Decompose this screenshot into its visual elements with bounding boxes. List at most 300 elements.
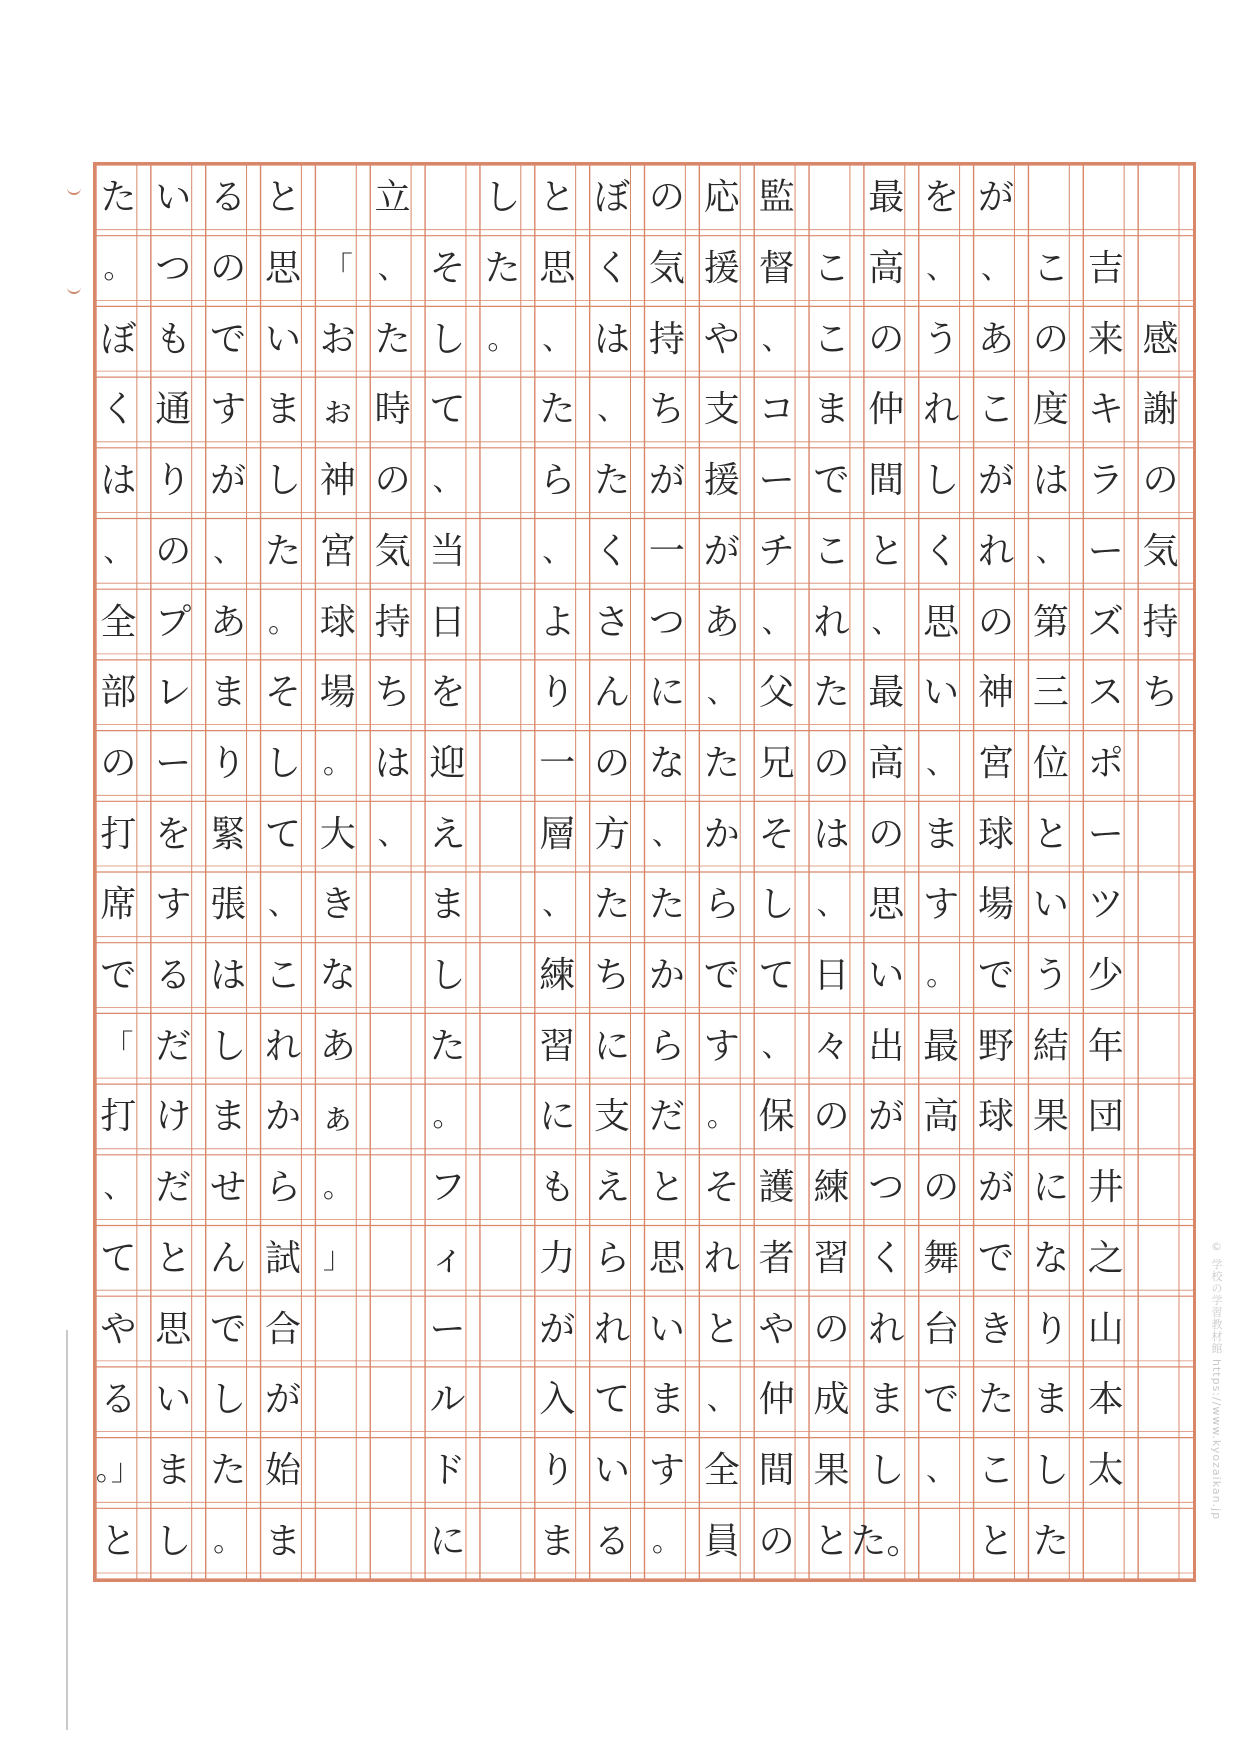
manuscript-char: 成 xyxy=(813,1379,850,1421)
manuscript-char: 気 xyxy=(1142,530,1179,572)
manuscript-char: 日 xyxy=(429,601,466,643)
binding-hole-mark-top xyxy=(67,183,81,195)
manuscript-char: コ xyxy=(758,389,795,431)
manuscript-char: れ xyxy=(923,389,960,431)
manuscript-char: 。 xyxy=(651,1523,682,1559)
manuscript-char: フ xyxy=(429,1167,466,1209)
manuscript-char: 神 xyxy=(319,460,356,502)
manuscript-char: 。 xyxy=(322,745,353,781)
manuscript-char: 高 xyxy=(868,742,905,784)
manuscript-char: の xyxy=(758,1520,795,1562)
manuscript-char: で xyxy=(923,1379,960,1421)
manuscript-char: と xyxy=(978,1520,1015,1562)
manuscript-char: の xyxy=(648,177,685,219)
manuscript-char: と xyxy=(648,1167,685,1209)
manuscript-char: 支 xyxy=(703,389,740,431)
manuscript-char: 思 xyxy=(539,248,576,290)
manuscript-char: 、 xyxy=(651,816,682,852)
manuscript-char: つ xyxy=(155,248,192,290)
manuscript-char: り xyxy=(155,460,192,502)
manuscript-char: 度 xyxy=(1032,389,1069,431)
manuscript-char: ら xyxy=(594,1237,631,1279)
manuscript-char: 習 xyxy=(813,1237,850,1279)
manuscript-char: を xyxy=(155,813,192,855)
manuscript-char: で xyxy=(813,460,850,502)
manuscript-char: が xyxy=(539,1308,576,1350)
manuscript-char: り xyxy=(210,742,247,784)
manuscript-char: え xyxy=(429,813,466,855)
manuscript-char: ん xyxy=(594,672,631,714)
manuscript-char: れ xyxy=(978,530,1015,572)
manuscript-char: 台 xyxy=(923,1308,960,1350)
manuscript-char: ぼ xyxy=(594,177,631,219)
manuscript-char: た xyxy=(594,884,631,926)
manuscript-char: 、 xyxy=(213,533,244,569)
manuscript-char: 、 xyxy=(103,533,134,569)
manuscript-char: 、 xyxy=(377,251,408,287)
manuscript-char: る xyxy=(594,1520,631,1562)
manuscript-char: 立 xyxy=(374,177,411,219)
manuscript-char: し xyxy=(758,884,795,926)
manuscript-char: 来 xyxy=(1087,318,1124,360)
manuscript-char: 感 xyxy=(1142,318,1179,360)
manuscript-char: 一 xyxy=(539,742,576,784)
copyright-credit: © 学校の学習教材館 https://www.kyozaikan.jp xyxy=(1210,1240,1223,1521)
manuscript-char: 思 xyxy=(923,601,960,643)
manuscript-char: 、 xyxy=(597,392,628,428)
margin-line xyxy=(66,1330,78,1730)
manuscript-char: 、 xyxy=(761,604,792,640)
manuscript-char: ル xyxy=(429,1379,466,1421)
manuscript-char: た xyxy=(813,672,850,714)
manuscript-char: の xyxy=(1032,318,1069,360)
manuscript-char: で xyxy=(703,955,740,997)
manuscript-char: い xyxy=(923,672,960,714)
manuscript-char: で xyxy=(210,1308,247,1350)
manuscript-char: せ xyxy=(210,1167,247,1209)
manuscript-char: い xyxy=(868,955,905,997)
manuscript-char: 日 xyxy=(813,955,850,997)
manuscript-char: は xyxy=(210,955,247,997)
manuscript-char: 最 xyxy=(868,177,905,219)
manuscript-char: て xyxy=(100,1237,137,1279)
manuscript-char: 、 xyxy=(926,745,957,781)
manuscript-char: し xyxy=(868,1449,905,1491)
manuscript-char: れ xyxy=(703,1237,740,1279)
manuscript-char: 最 xyxy=(868,672,905,714)
manuscript-char: で xyxy=(210,318,247,360)
manuscript-char: が xyxy=(868,1096,905,1138)
manuscript-char: ま xyxy=(264,1520,301,1562)
manuscript-char: 緊 xyxy=(210,813,247,855)
manuscript-char: 員 xyxy=(703,1520,740,1562)
manuscript-char: か xyxy=(264,1096,301,1138)
manuscript-char: 位 xyxy=(1032,742,1069,784)
manuscript-char: 、 xyxy=(1035,533,1066,569)
manuscript-char: る xyxy=(210,177,247,219)
binding-hole-mark-bottom xyxy=(67,282,81,294)
manuscript-char: の xyxy=(594,742,631,784)
manuscript-char: プ xyxy=(155,601,192,643)
manuscript-char: 、 xyxy=(542,887,573,923)
manuscript-char: あ xyxy=(319,1025,356,1067)
manuscript-char: て xyxy=(264,813,301,855)
manuscript-char: し xyxy=(429,318,466,360)
manuscript-char: 吉 xyxy=(1087,248,1124,290)
manuscript-char: 練 xyxy=(539,955,576,997)
manuscript-char: い xyxy=(1032,884,1069,926)
manuscript-char: 太 xyxy=(1087,1449,1124,1491)
manuscript-char: の xyxy=(868,318,905,360)
manuscript-char: ー xyxy=(1087,530,1124,572)
manuscript-char: よ xyxy=(539,601,576,643)
manuscript-char: ド xyxy=(429,1449,466,1491)
manuscript-char: し xyxy=(210,1379,247,1421)
manuscript-char: 。 xyxy=(487,321,518,357)
manuscript-char: ー xyxy=(155,742,192,784)
manuscript-char: 。 xyxy=(322,1170,353,1206)
manuscript-char: 思 xyxy=(648,1237,685,1279)
manuscript-char: 持 xyxy=(648,318,685,360)
manuscript-char: し xyxy=(923,460,960,502)
manuscript-char: る xyxy=(155,955,192,997)
manuscript-char: 者 xyxy=(758,1237,795,1279)
manuscript-char: 、 xyxy=(926,251,957,287)
manuscript-char: な xyxy=(319,955,356,997)
manuscript-char: 、 xyxy=(542,321,573,357)
manuscript-char: つ xyxy=(648,601,685,643)
manuscript-char: や xyxy=(100,1308,137,1350)
manuscript-char: い xyxy=(594,1449,631,1491)
manuscript-char: ち xyxy=(1142,672,1179,714)
manuscript-char: 、 xyxy=(761,1028,792,1064)
manuscript-char: 、 xyxy=(432,463,463,499)
manuscript-char: そ xyxy=(429,248,466,290)
manuscript-char: た xyxy=(648,884,685,926)
manuscript-char: 方 xyxy=(594,813,631,855)
manuscript-char: の xyxy=(1142,460,1179,502)
manuscript-char: 球 xyxy=(978,813,1015,855)
manuscript-char: だ xyxy=(155,1025,192,1067)
manuscript-char: れ xyxy=(868,1308,905,1350)
manuscript-char: さ xyxy=(594,601,631,643)
manuscript-char: ま xyxy=(648,1379,685,1421)
manuscript-char: 之 xyxy=(1087,1237,1124,1279)
manuscript-char: 気 xyxy=(648,248,685,290)
manuscript-char: こ xyxy=(978,1449,1015,1491)
manuscript-char: 当 xyxy=(429,530,466,572)
manuscript-char: 、 xyxy=(816,887,847,923)
manuscript-char: つ xyxy=(868,1167,905,1209)
manuscript-char: し xyxy=(264,742,301,784)
manuscript-char: は xyxy=(594,318,631,360)
manuscript-char: ぁ xyxy=(319,1096,356,1138)
manuscript-char: こ xyxy=(1032,248,1069,290)
manuscript-char: が xyxy=(978,1167,1015,1209)
manuscript-char: で xyxy=(978,1237,1015,1279)
manuscript-char: 、 xyxy=(761,321,792,357)
manuscript-char: あ xyxy=(978,318,1015,360)
manuscript-char: ま xyxy=(210,672,247,714)
manuscript-char: な xyxy=(1032,1237,1069,1279)
manuscript-char: 「 xyxy=(322,251,353,287)
manuscript-char: う xyxy=(1032,955,1069,997)
manuscript-char: 高 xyxy=(923,1096,960,1138)
manuscript-char: き xyxy=(978,1308,1015,1350)
manuscript-char: 、 xyxy=(542,533,573,569)
manuscript-char: た xyxy=(374,318,411,360)
manuscript-char: 気 xyxy=(374,530,411,572)
manuscript-char: ー xyxy=(1087,813,1124,855)
manuscript-char: の xyxy=(923,1167,960,1209)
manuscript-char: が xyxy=(264,1379,301,1421)
manuscript-char: や xyxy=(703,318,740,360)
manuscript-char: 果 xyxy=(813,1449,850,1491)
manuscript-char: 応 xyxy=(703,177,740,219)
manuscript-char: 山 xyxy=(1087,1308,1124,1350)
manuscript-char: 習 xyxy=(539,1025,576,1067)
manuscript-char: 合 xyxy=(264,1308,301,1350)
manuscript-char: で xyxy=(978,955,1015,997)
manuscript-char: し xyxy=(210,1025,247,1067)
manuscript-char: 時 xyxy=(374,389,411,431)
manuscript-char: 々 xyxy=(813,1025,850,1067)
manuscript-char: も xyxy=(539,1167,576,1209)
manuscript-char: 野 xyxy=(978,1025,1015,1067)
manuscript-char: す xyxy=(155,884,192,926)
manuscript-char: 」 xyxy=(322,1240,353,1276)
manuscript-char: 持 xyxy=(1142,601,1179,643)
manuscript-char: 練 xyxy=(813,1167,850,1209)
manuscript-char: 本 xyxy=(1087,1379,1124,1421)
manuscript-char: 。 xyxy=(103,251,134,287)
manuscript-char: 井 xyxy=(1087,1167,1124,1209)
manuscript-char: 、 xyxy=(706,675,737,711)
manuscript-char: 監 xyxy=(758,177,795,219)
manuscript-char: ま xyxy=(210,1096,247,1138)
manuscript-char: 力 xyxy=(539,1237,576,1279)
manuscript-char: レ xyxy=(155,672,192,714)
manuscript-char: 層 xyxy=(539,813,576,855)
manuscript-char: ん xyxy=(210,1237,247,1279)
manuscript-char: 。 xyxy=(432,1099,463,1135)
manuscript-char: 思 xyxy=(155,1308,192,1350)
manuscript-char: し xyxy=(1032,1449,1069,1491)
manuscript-char: 仲 xyxy=(758,1379,795,1421)
manuscript-char: 全 xyxy=(100,601,137,643)
manuscript-char: ら xyxy=(264,1167,301,1209)
manuscript-char: 打 xyxy=(100,1096,137,1138)
manuscript-char: て xyxy=(594,1379,631,1421)
manuscript-char: 、 xyxy=(871,604,902,640)
manuscript-char: が xyxy=(648,460,685,502)
manuscript-char: ー xyxy=(429,1308,466,1350)
manuscript-char: い xyxy=(648,1308,685,1350)
manuscript-char: 護 xyxy=(758,1167,795,1209)
manuscript-char: く xyxy=(868,1237,905,1279)
manuscript-char: 支 xyxy=(594,1096,631,1138)
manuscript-char: と xyxy=(100,1520,137,1562)
manuscript-char: 、 xyxy=(926,1452,957,1488)
manuscript-char: ス xyxy=(1087,672,1124,714)
manuscript-char: 神 xyxy=(978,672,1015,714)
manuscript-char: て xyxy=(758,955,795,997)
manuscript-char: 、 xyxy=(981,251,1012,287)
manuscript-char: で xyxy=(100,955,137,997)
manuscript-char: 兄 xyxy=(758,742,795,784)
manuscript-char: そ xyxy=(758,813,795,855)
manuscript-char: ま xyxy=(539,1520,576,1562)
manuscript-char: 父 xyxy=(758,672,795,714)
manuscript-char: き xyxy=(319,884,356,926)
manuscript-char: と xyxy=(539,177,576,219)
manuscript-char: の xyxy=(813,1308,850,1350)
manuscript-char: あ xyxy=(210,601,247,643)
manuscript-char: 。」 xyxy=(95,1452,141,1488)
manuscript-char: 場 xyxy=(319,672,356,714)
manuscript-char: 迎 xyxy=(429,742,466,784)
manuscript-char: ポ xyxy=(1087,742,1124,784)
manuscript-char: 団 xyxy=(1087,1096,1124,1138)
genkou-yoshi-sheet xyxy=(93,162,1196,1582)
manuscript-char: の xyxy=(155,530,192,572)
manuscript-char: そ xyxy=(264,672,301,714)
manuscript-char: 。 xyxy=(267,604,298,640)
manuscript-char: り xyxy=(539,1449,576,1491)
manuscript-char: 果 xyxy=(1032,1096,1069,1138)
manuscript-char: と xyxy=(703,1308,740,1350)
manuscript-char: 一 xyxy=(648,530,685,572)
manuscript-char: こ xyxy=(813,318,850,360)
manuscript-char: い xyxy=(155,1379,192,1421)
manuscript-char: 、 xyxy=(706,1382,737,1418)
manuscript-char: と xyxy=(1032,813,1069,855)
manuscript-char: 大 xyxy=(319,813,356,855)
manuscript-char: た xyxy=(484,248,521,290)
manuscript-char: 始 xyxy=(264,1449,301,1491)
manuscript-char: た xyxy=(978,1379,1015,1421)
manuscript-char: ち xyxy=(594,955,631,997)
manuscript-char: や xyxy=(758,1308,795,1350)
manuscript-char: た xyxy=(210,1449,247,1491)
manuscript-char: 三 xyxy=(1032,672,1069,714)
manuscript-char: ズ xyxy=(1087,601,1124,643)
manuscript-char: に xyxy=(594,1025,631,1067)
manuscript-char: 保 xyxy=(758,1096,795,1138)
manuscript-char: ま xyxy=(264,389,301,431)
manuscript-char: ち xyxy=(374,672,411,714)
manuscript-char: 通 xyxy=(155,389,192,431)
manuscript-char: に xyxy=(648,672,685,714)
manuscript-char: の xyxy=(374,460,411,502)
manuscript-char: ラ xyxy=(1087,460,1124,502)
manuscript-char: 援 xyxy=(703,460,740,502)
manuscript-char: チ xyxy=(758,530,795,572)
manuscript-char: と xyxy=(868,530,905,572)
manuscript-char: 試 xyxy=(264,1237,301,1279)
manuscript-char: ー xyxy=(758,460,795,502)
manuscript-char: こ xyxy=(978,389,1015,431)
manuscript-char: 間 xyxy=(868,460,905,502)
manuscript-char: り xyxy=(1032,1308,1069,1350)
manuscript-char: れ xyxy=(813,601,850,643)
manuscript-char: く xyxy=(100,389,137,431)
manuscript-char: と xyxy=(813,1520,850,1562)
manuscript-char: ぉ xyxy=(319,389,356,431)
manuscript-char: 全 xyxy=(703,1449,740,1491)
manuscript-char: の xyxy=(813,742,850,784)
manuscript-char: 舞 xyxy=(923,1237,960,1279)
manuscript-char: 間 xyxy=(758,1449,795,1491)
manuscript-char: す xyxy=(923,884,960,926)
manuscript-char: し xyxy=(155,1520,192,1562)
manuscript-char: し xyxy=(429,955,466,997)
manuscript-char: 宮 xyxy=(978,742,1015,784)
manuscript-char: ち xyxy=(648,389,685,431)
manuscript-char: 。 xyxy=(706,1099,737,1135)
manuscript-char: は xyxy=(100,460,137,502)
manuscript-char: だ xyxy=(155,1167,192,1209)
manuscript-char: す xyxy=(210,389,247,431)
manuscript-char: え xyxy=(594,1167,631,1209)
manuscript-char: と xyxy=(155,1237,192,1279)
manuscript-char: く xyxy=(923,530,960,572)
manuscript-char: 部 xyxy=(100,672,137,714)
manuscript-char: 督 xyxy=(758,248,795,290)
manuscript-char: 第 xyxy=(1032,601,1069,643)
manuscript-char: に xyxy=(539,1096,576,1138)
manuscript-char: た xyxy=(429,1025,466,1067)
manuscript-char: ら xyxy=(703,884,740,926)
manuscript-char: そ xyxy=(703,1167,740,1209)
manuscript-char: け xyxy=(155,1096,192,1138)
manuscript-char: の xyxy=(210,248,247,290)
manuscript-char: た xyxy=(594,460,631,502)
manuscript-char: が xyxy=(978,460,1015,502)
manuscript-char: の xyxy=(978,601,1015,643)
manuscript-char: 思 xyxy=(868,884,905,926)
manuscript-char: 打 xyxy=(100,813,137,855)
manuscript-char: を xyxy=(923,177,960,219)
manuscript-char: こ xyxy=(264,955,301,997)
manuscript-char: た xyxy=(1032,1520,1069,1562)
manuscript-char: ま xyxy=(1032,1379,1069,1421)
manuscript-char: て xyxy=(429,389,466,431)
manuscript-char: く xyxy=(594,248,631,290)
manuscript-char: り xyxy=(539,672,576,714)
manuscript-char: ま xyxy=(429,884,466,926)
manuscript-char: し xyxy=(484,177,521,219)
manuscript-char: 、 xyxy=(377,816,408,852)
manuscript-grid xyxy=(96,165,1193,1579)
manuscript-char: ぼ xyxy=(100,318,137,360)
manuscript-char: 高 xyxy=(868,248,905,290)
manuscript-char: 仲 xyxy=(868,389,905,431)
manuscript-char: た xyxy=(100,177,137,219)
manuscript-char: は xyxy=(813,813,850,855)
manuscript-char: 入 xyxy=(539,1379,576,1421)
manuscript-char: あ xyxy=(703,601,740,643)
manuscript-char: 最 xyxy=(923,1025,960,1067)
manuscript-char: の xyxy=(868,813,905,855)
manuscript-char: た xyxy=(264,530,301,572)
manuscript-char: 「 xyxy=(103,1028,134,1064)
manuscript-char: 出 xyxy=(868,1025,905,1067)
manuscript-char: に xyxy=(1032,1167,1069,1209)
manuscript-char: 。 xyxy=(926,958,957,994)
manuscript-char: に xyxy=(429,1520,466,1562)
manuscript-char: こ xyxy=(813,530,850,572)
